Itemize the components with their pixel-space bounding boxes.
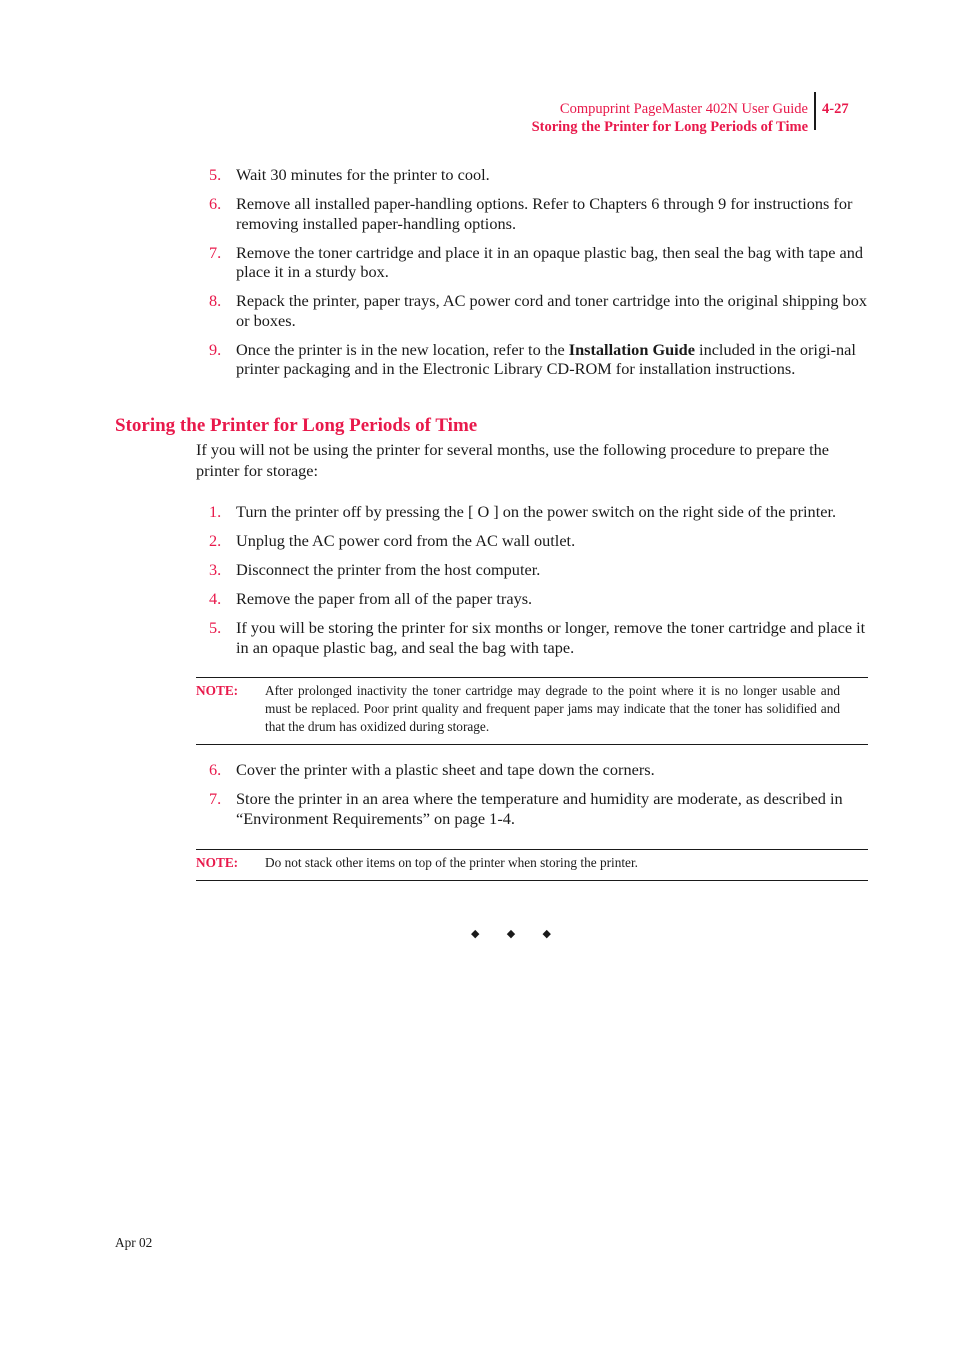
storage-steps-list-continued: [196, 760, 868, 838]
step-text: Wait 30 minutes for the printer to cool.: [236, 165, 490, 184]
step-text: Store the printer in an area where the temperature and humidity are moderate, as described in “Environment Requirements” on page 1-4.: [236, 789, 843, 828]
step-text: Cover the printer with a plastic sheet and tape down the corners.: [236, 760, 655, 779]
running-header: [532, 100, 808, 136]
step-text: Remove the toner cartridge and place it in an opaque plastic bag, then seal the bag with tape and place it in a sturdy box.: [236, 242, 864, 281]
list-item: [196, 760, 868, 780]
step-text: Turn the printer off by pressing the [ O ] on the power switch on the right side of the printer.: [236, 502, 837, 521]
storage-steps-list: [196, 502, 868, 667]
step-number: 7.: [209, 789, 222, 808]
note-label: NOTE:: [196, 683, 239, 698]
note-box: [196, 677, 868, 745]
list-item: [196, 560, 868, 580]
step-number: 3.: [209, 560, 222, 579]
section-heading: Storing the Printer for Long Periods of Time: [115, 415, 478, 436]
note-label: NOTE:: [196, 855, 239, 870]
note-text: After prolonged inactivity the toner cartridge may degrade to the point where it is no longer usable and must be replaced. Poor print quality and frequent paper jams may indicate that the toner has solidified and that the drum has oxidized during storage.: [265, 683, 840, 734]
list-item: [196, 291, 868, 330]
step-text: Unplug the AC power cord from the AC wall outlet.: [236, 531, 576, 550]
step-number: 6.: [209, 194, 222, 213]
list-item: [196, 531, 868, 551]
moving-steps-list: [196, 165, 868, 388]
list-item: [196, 589, 868, 609]
footer-date: Apr 02: [115, 1235, 153, 1250]
step-text: If you will be storing the printer for six months or longer, remove the toner cartridge and place it in an opaque plastic bag, and seal the bag with tape.: [236, 618, 866, 657]
end-of-section-marks: [471, 927, 551, 940]
guide-title: Compuprint PageMaster 402N User Guide: [559, 101, 808, 117]
diamond-icon: ◆: [471, 927, 480, 940]
header-divider: [814, 92, 816, 130]
installation-guide-reference: Installation Guide: [568, 339, 695, 359]
step-text-part: included in the origi-nal printer packaging and in the Electronic Library CD-ROM for installation instructions.: [236, 339, 856, 378]
list-item: [196, 502, 868, 522]
note-box: [196, 849, 868, 881]
step-text: Disconnect the printer from the host computer.: [236, 560, 541, 579]
list-item: [196, 165, 868, 185]
step-number: 5.: [209, 165, 222, 184]
step-number: 7.: [209, 242, 222, 262]
step-number: 5.: [209, 618, 222, 637]
diamond-icon: ◆: [542, 927, 551, 940]
step-text: Remove all installed paper-handling options. Refer to Chapters 6 through 9 for instructions for removing installed paper-handling options.: [236, 194, 853, 233]
note-text: Do not stack other items on top of the printer when storing the printer.: [265, 855, 638, 870]
step-text: [236, 340, 856, 379]
list-item: [196, 340, 868, 379]
list-item: [196, 789, 868, 828]
header-section-title: Storing the Printer for Long Periods of Time: [531, 119, 808, 135]
list-item: [196, 618, 868, 657]
page-number: 4-27: [822, 101, 849, 117]
step-number: 2.: [209, 531, 222, 550]
step-text-part: Once the printer is in the new location, refer to the: [236, 339, 569, 359]
diamond-icon: ◆: [506, 927, 516, 940]
step-text: Remove the paper from all of the paper trays.: [236, 589, 533, 608]
list-item: [196, 243, 868, 282]
step-text: Repack the printer, paper trays, AC power cord and toner cartridge into the original shipping box or boxes.: [236, 291, 867, 330]
step-number: 8.: [209, 291, 222, 310]
step-number: 9.: [209, 339, 222, 359]
section-intro: If you will not be using the printer for several months, use the following procedure to prepare the printer for storage:: [196, 440, 829, 480]
list-item: [196, 194, 868, 233]
step-number: 4.: [209, 589, 222, 608]
step-number: 6.: [209, 760, 222, 779]
step-number: 1.: [209, 502, 222, 521]
